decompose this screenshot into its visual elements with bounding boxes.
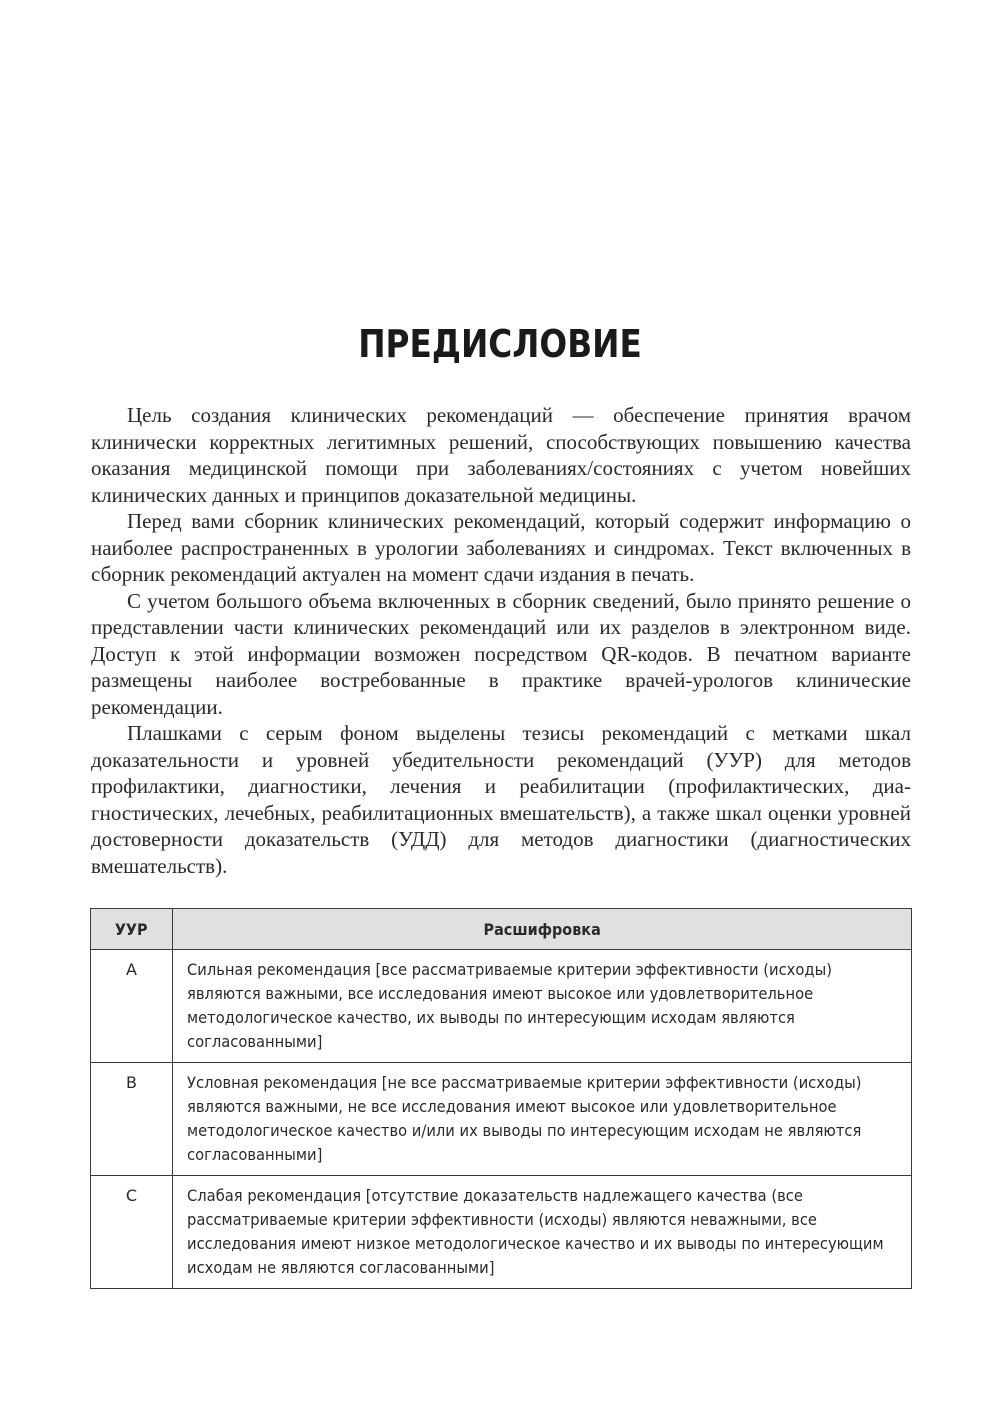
recommendation-levels-table	[90, 908, 912, 1289]
table-header-row	[91, 909, 912, 950]
paragraph: С учетом большого объема включенных в сборник сведений, было принято решение о представлении части клинических рекомендаций или их разделов в электронном виде. Доступ к этой информации возможен посредством QR-кодов. В печатном варианте размещены наиболее востребованные в практике врачей-урологов клинические рекомендации.	[91, 588, 911, 719]
row-code: B	[91, 1063, 173, 1176]
paragraph: Перед вами сборник клинических рекомендаций, который содержит информацию о наиболее распространенных в урологии заболеваниях и синдромах. Текст включенных в сборник рекомендаций актуален на момент сдачи издания в печать.	[91, 509, 911, 586]
row-code: A	[91, 950, 173, 1063]
table-row	[91, 1176, 912, 1289]
preface-body	[91, 402, 911, 879]
table-row	[91, 950, 912, 1063]
recommendation-levels-table-container	[90, 908, 912, 1289]
paragraph: Цель создания клинических рекомендаций — обеспечение принятия врачом клинически корректных легитимных решений, способствующих повышению качества оказания медицинской помощи при заболеваниях/состояниях с учетом новейших клинических данных и принципов доказательной медицины.	[91, 403, 911, 507]
row-description: Условная рекомендация [не все рассматриваемые критерии эффективности (исходы) являются важными, не все исследования имеют высокое или удовлетворительное методологическое качество и/или их выводы по интересующим исходам не являются согласованными]	[173, 1063, 912, 1176]
paragraph: Плашками с серым фоном выделены тезисы рекомендаций с метками шкал доказательности и уровней убедительности рекомендаций (УУР) для методов профилактики, диагностики, лечения и реабилитации (профилактических, диагностических, лечебных, реабилитационных вмешательств), а также шкал оценки уровней достоверности доказательств (УДД) для методов диагностики (диагностических вмешательств).	[91, 721, 911, 878]
table-row	[91, 1063, 912, 1176]
page-title: ПРЕДИСЛОВИЕ	[358, 322, 642, 366]
row-description: Сильная рекомендация [все рассматриваемые критерии эффективности (исходы) являются важными, все исследования имеют высокое или удовлетворительное методологическое качество, их выводы по интересующим исходам являются согласованными]	[173, 950, 912, 1063]
row-description: Слабая рекомендация [отсутствие доказательств надлежащего качества (все рассматриваемые критерии эффективности (исходы) являются неважными, все исследования имеют низкое методологическое качество и их выводы по интересующим исходам не являются согласованными]	[173, 1176, 912, 1289]
row-code: C	[91, 1176, 173, 1289]
column-header-description: Расшифровка	[173, 909, 912, 950]
column-header-code: УУР	[91, 909, 173, 950]
